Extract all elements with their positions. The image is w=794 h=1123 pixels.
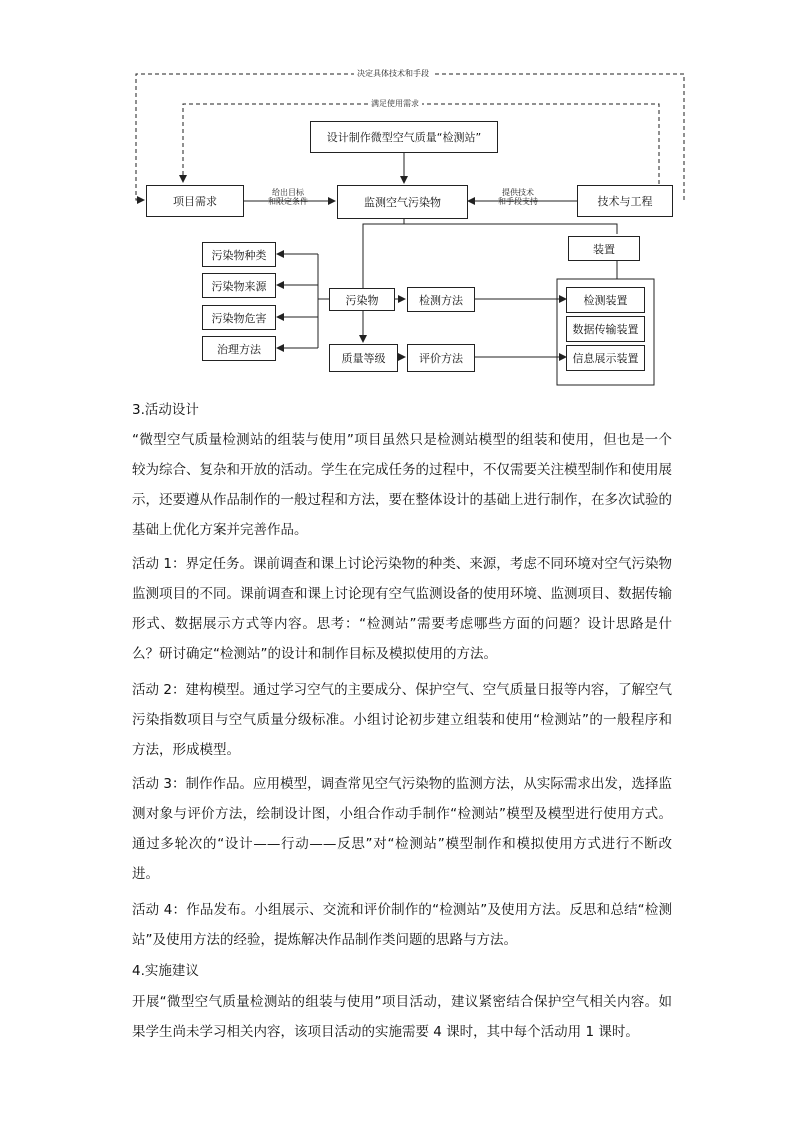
left-edge-label-line-2: 和限定条件 <box>268 197 308 206</box>
data-device-box: 数据传输装置 <box>566 316 645 342</box>
detect-method-box: 检测方法 <box>407 287 475 312</box>
pollutant-box: 污染物 <box>329 288 395 311</box>
pollutant-source-box: 污染物来源 <box>202 273 276 298</box>
top-dashed-label: 决定具体技术和手段 <box>354 69 432 78</box>
eval-method-box: 评价方法 <box>407 344 475 372</box>
device-box: 装置 <box>568 236 640 261</box>
left-edge-label <box>268 188 308 206</box>
second-dashed-label: 满足使用需求 <box>368 99 422 108</box>
heading-implementation: 4.实施建议 <box>132 963 199 979</box>
paragraph-implementation: 开展“微型空气质量检测站的组装与使用”项目活动，建议紧密结合保护空气相关内容。如果学生尚未学习相关内容，该项目活动的实施需要 4 课时，其中每个活动用 1 课时。 <box>132 994 672 1040</box>
right-edge-label-line-1: 提供技术 <box>502 188 534 197</box>
paragraph-activity-3: 活动 3：制作作品。应用模型，调查常见空气污染物的监测方法，从实际需求出发，选择监测对象与评价方法，绘制设计图，小组合作动手制作“检测站”模型及模型进行使用方式。通过多轮次的“设计——行动——反思”对“检测站”模型制作和模拟使用方式进行不断改进。 <box>132 776 672 882</box>
tech-box: 技术与工程 <box>577 185 673 217</box>
right-edge-label-line-2: 和手段支持 <box>498 197 538 206</box>
flow-diagram <box>0 0 794 400</box>
need-box: 项目需求 <box>146 185 244 217</box>
info-device-box: 信息展示装置 <box>566 345 645 371</box>
paragraph-activity-2: 活动 2：建构模型。通过学习空气的主要成分、保护空气、空气质量日报等内容，了解空气污染指数项目与空气质量分级标准。小组讨论初步建立组装和使用“检测站”的一般程序和方法，形成模型。 <box>132 682 672 758</box>
heading-activity-design: 3.活动设计 <box>132 402 199 418</box>
quality-level-box: 质量等级 <box>329 344 398 372</box>
pollutant-harm-box: 污染物危害 <box>202 305 276 330</box>
paragraph-activity-1: 活动 1：界定任务。课前调查和课上讨论污染物的种类、来源，考虑不同环境对空气污染物监测项目的不同。课前调查和课上讨论现有空气监测设备的使用环境、监测项目、数据传输形式、数据展示方式等内容。思考：“检测站”需要考虑哪些方面的问题？设计思路是什么？研讨确定“检测站”的设计和制作目标及模拟使用的方法。 <box>132 556 672 662</box>
right-edge-label <box>498 188 538 206</box>
paragraph-intro: “微型空气质量检测站的组装与使用”项目虽然只是检测站模型的组装和使用，但也是一个较为综合、复杂和开放的活动。学生在完成任务的过程中，不仅需要关注模型制作和使用展示，还要遵从作品制作的一般过程和方法，要在整体设计的基础上进行制作，在多次试验的基础上优化方案并完善作品。 <box>132 432 672 538</box>
left-edge-label-line-1: 给出目标 <box>272 188 304 197</box>
detect-device-box: 检测装置 <box>566 287 645 313</box>
treatment-box: 治理方法 <box>202 336 276 361</box>
pollutant-types-box: 污染物种类 <box>202 242 276 267</box>
title-box: 设计制作微型空气质量“检测站” <box>310 121 498 153</box>
paragraph-activity-4: 活动 4：作品发布。小组展示、交流和评价制作的“检测站”及使用方法。反思和总结“检测站”及使用方法的经验，提炼解决作品制作类问题的思路与方法。 <box>132 902 672 948</box>
monitor-box: 监测空气污染物 <box>337 185 468 219</box>
